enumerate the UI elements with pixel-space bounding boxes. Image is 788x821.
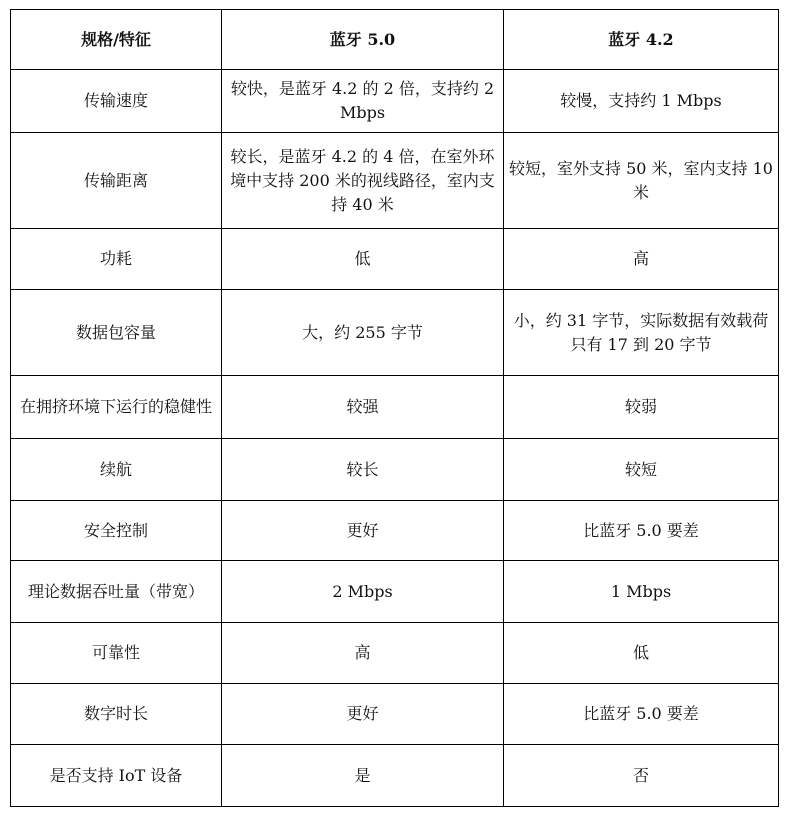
bt42-cell: 较短 bbox=[504, 439, 779, 501]
bt42-cell: 比蓝牙 5.0 要差 bbox=[504, 501, 779, 561]
bt50-cell: 较强 bbox=[222, 376, 504, 439]
table-row bbox=[11, 745, 779, 807]
table-row bbox=[11, 439, 779, 501]
bt50-cell: 更好 bbox=[222, 501, 504, 561]
header-bt50: 蓝牙 5.0 bbox=[222, 10, 504, 70]
bt42-cell: 较短，室外支持 50 米，室内支持 10 米 bbox=[504, 133, 779, 229]
bt50-cell: 较长，是蓝牙 4.2 的 4 倍，在室外环境中支持 200 米的视线路径，室内支持 40 米 bbox=[222, 133, 504, 229]
bt50-cell: 低 bbox=[222, 229, 504, 290]
row-label: 理论数据吞吐量（带宽） bbox=[11, 561, 222, 623]
table-row bbox=[11, 229, 779, 290]
bt42-cell: 比蓝牙 5.0 要差 bbox=[504, 684, 779, 745]
header-bt42: 蓝牙 4.2 bbox=[504, 10, 779, 70]
bt50-cell: 大，约 255 字节 bbox=[222, 290, 504, 376]
bt42-cell: 较慢，支持约 1 Mbps bbox=[504, 70, 779, 133]
bt42-cell: 高 bbox=[504, 229, 779, 290]
row-label: 安全控制 bbox=[11, 501, 222, 561]
bt42-cell: 1 Mbps bbox=[504, 561, 779, 623]
row-label: 在拥挤环境下运行的稳健性 bbox=[11, 376, 222, 439]
table-row bbox=[11, 561, 779, 623]
row-label: 传输速度 bbox=[11, 70, 222, 133]
header-row bbox=[11, 10, 779, 70]
bt42-cell: 较弱 bbox=[504, 376, 779, 439]
bt50-cell: 2 Mbps bbox=[222, 561, 504, 623]
table-row bbox=[11, 133, 779, 229]
table-row bbox=[11, 290, 779, 376]
bt50-cell: 高 bbox=[222, 623, 504, 684]
bt50-cell: 较快，是蓝牙 4.2 的 2 倍，支持约 2 Mbps bbox=[222, 70, 504, 133]
row-label: 续航 bbox=[11, 439, 222, 501]
table-row bbox=[11, 623, 779, 684]
bt50-cell: 较长 bbox=[222, 439, 504, 501]
bt42-cell: 否 bbox=[504, 745, 779, 807]
comparison-table bbox=[10, 9, 779, 807]
row-label: 数字时长 bbox=[11, 684, 222, 745]
row-label: 数据包容量 bbox=[11, 290, 222, 376]
row-label: 可靠性 bbox=[11, 623, 222, 684]
bt42-cell: 低 bbox=[504, 623, 779, 684]
bt50-cell: 是 bbox=[222, 745, 504, 807]
table-row bbox=[11, 70, 779, 133]
header-feature: 规格/特征 bbox=[11, 10, 222, 70]
row-label: 功耗 bbox=[11, 229, 222, 290]
table-row bbox=[11, 684, 779, 745]
bt50-cell: 更好 bbox=[222, 684, 504, 745]
row-label: 是否支持 IoT 设备 bbox=[11, 745, 222, 807]
table-row bbox=[11, 376, 779, 439]
bt42-cell: 小，约 31 字节，实际数据有效载荷只有 17 到 20 字节 bbox=[504, 290, 779, 376]
row-label: 传输距离 bbox=[11, 133, 222, 229]
table-row bbox=[11, 501, 779, 561]
